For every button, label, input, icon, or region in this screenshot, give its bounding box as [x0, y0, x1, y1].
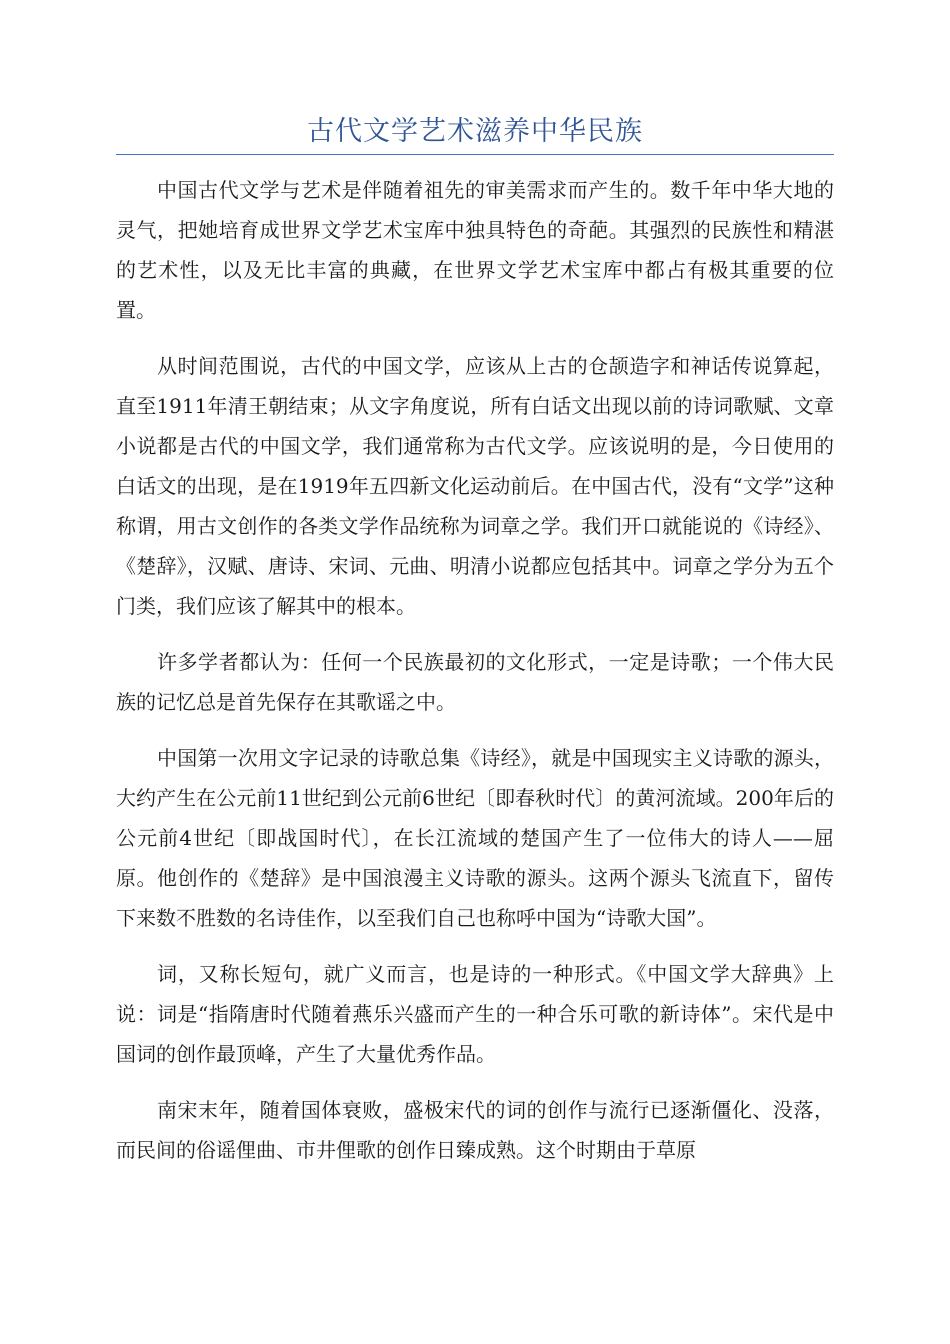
paragraph: 许多学者都认为：任何一个民族最初的文化形式，一定是诗歌；一个伟大民族的记忆总是首先保存在其歌谣之中。: [116, 650, 834, 714]
document-body: [116, 170, 834, 1186]
paragraph: 词，又称长短句，就广义而言，也是诗的一种形式。《中国文学大辞典》上说：词是“指隋唐时代随着燕乐兴盛而产生的一种合乐可歌的新诗体”。宋代是中国词的创作最顶峰，产生了大量优秀作品。: [116, 962, 834, 1066]
title-underline: [116, 154, 834, 155]
paragraph: 中国第一次用文字记录的诗歌总集《诗经》，就是中国现实主义诗歌的源头，大约产生在公元前11世纪到公元前6世纪〔即春秋时代〕的黄河流域。200年后的公元前4世纪〔即战国时代〕，在长江流域的楚国产生了一位伟大的诗人——屈原。他创作的《楚辞》是中国浪漫主义诗歌的源头。这两个源头飞流直下，留传下来数不胜数的名诗佳作，以至我们自己也称呼中国为“诗歌大国”。: [116, 746, 834, 930]
document-title: 古代文学艺术滋养中华民族: [307, 116, 643, 147]
paragraph: 南宋末年，随着国体衰败，盛极宋代的词的创作与流行已逐渐僵化、没落，而民间的俗谣俚曲、市井俚歌的创作日臻成熟。这个时期由于草原: [116, 1098, 834, 1162]
paragraph: 从时间范围说，古代的中国文学，应该从上古的仓颉造字和神话传说算起，直至1911年清王朝结束；从文字角度说，所有白话文出现以前的诗词歌赋、文章小说都是古代的中国文学，我们通常称为古代文学。应该说明的是，今日使用的白话文的出现，是在1919年五四新文化运动前后。在中国古代，没有“文学”这种称谓，用古文创作的各类文学作品统称为词章之学。我们开口就能说的《诗经》、《楚辞》，汉赋、唐诗、宋词、元曲、明清小说都应包括其中。词章之学分为五个门类，我们应该了解其中的根本。: [116, 354, 834, 618]
paragraph: 中国古代文学与艺术是伴随着祖先的审美需求而产生的。数千年中华大地的灵气，把她培育成世界文学艺术宝库中独具特色的奇葩。其强烈的民族性和精湛的艺术性，以及无比丰富的典藏，在世界文学艺术宝库中都占有极其重要的位置。: [116, 178, 834, 322]
